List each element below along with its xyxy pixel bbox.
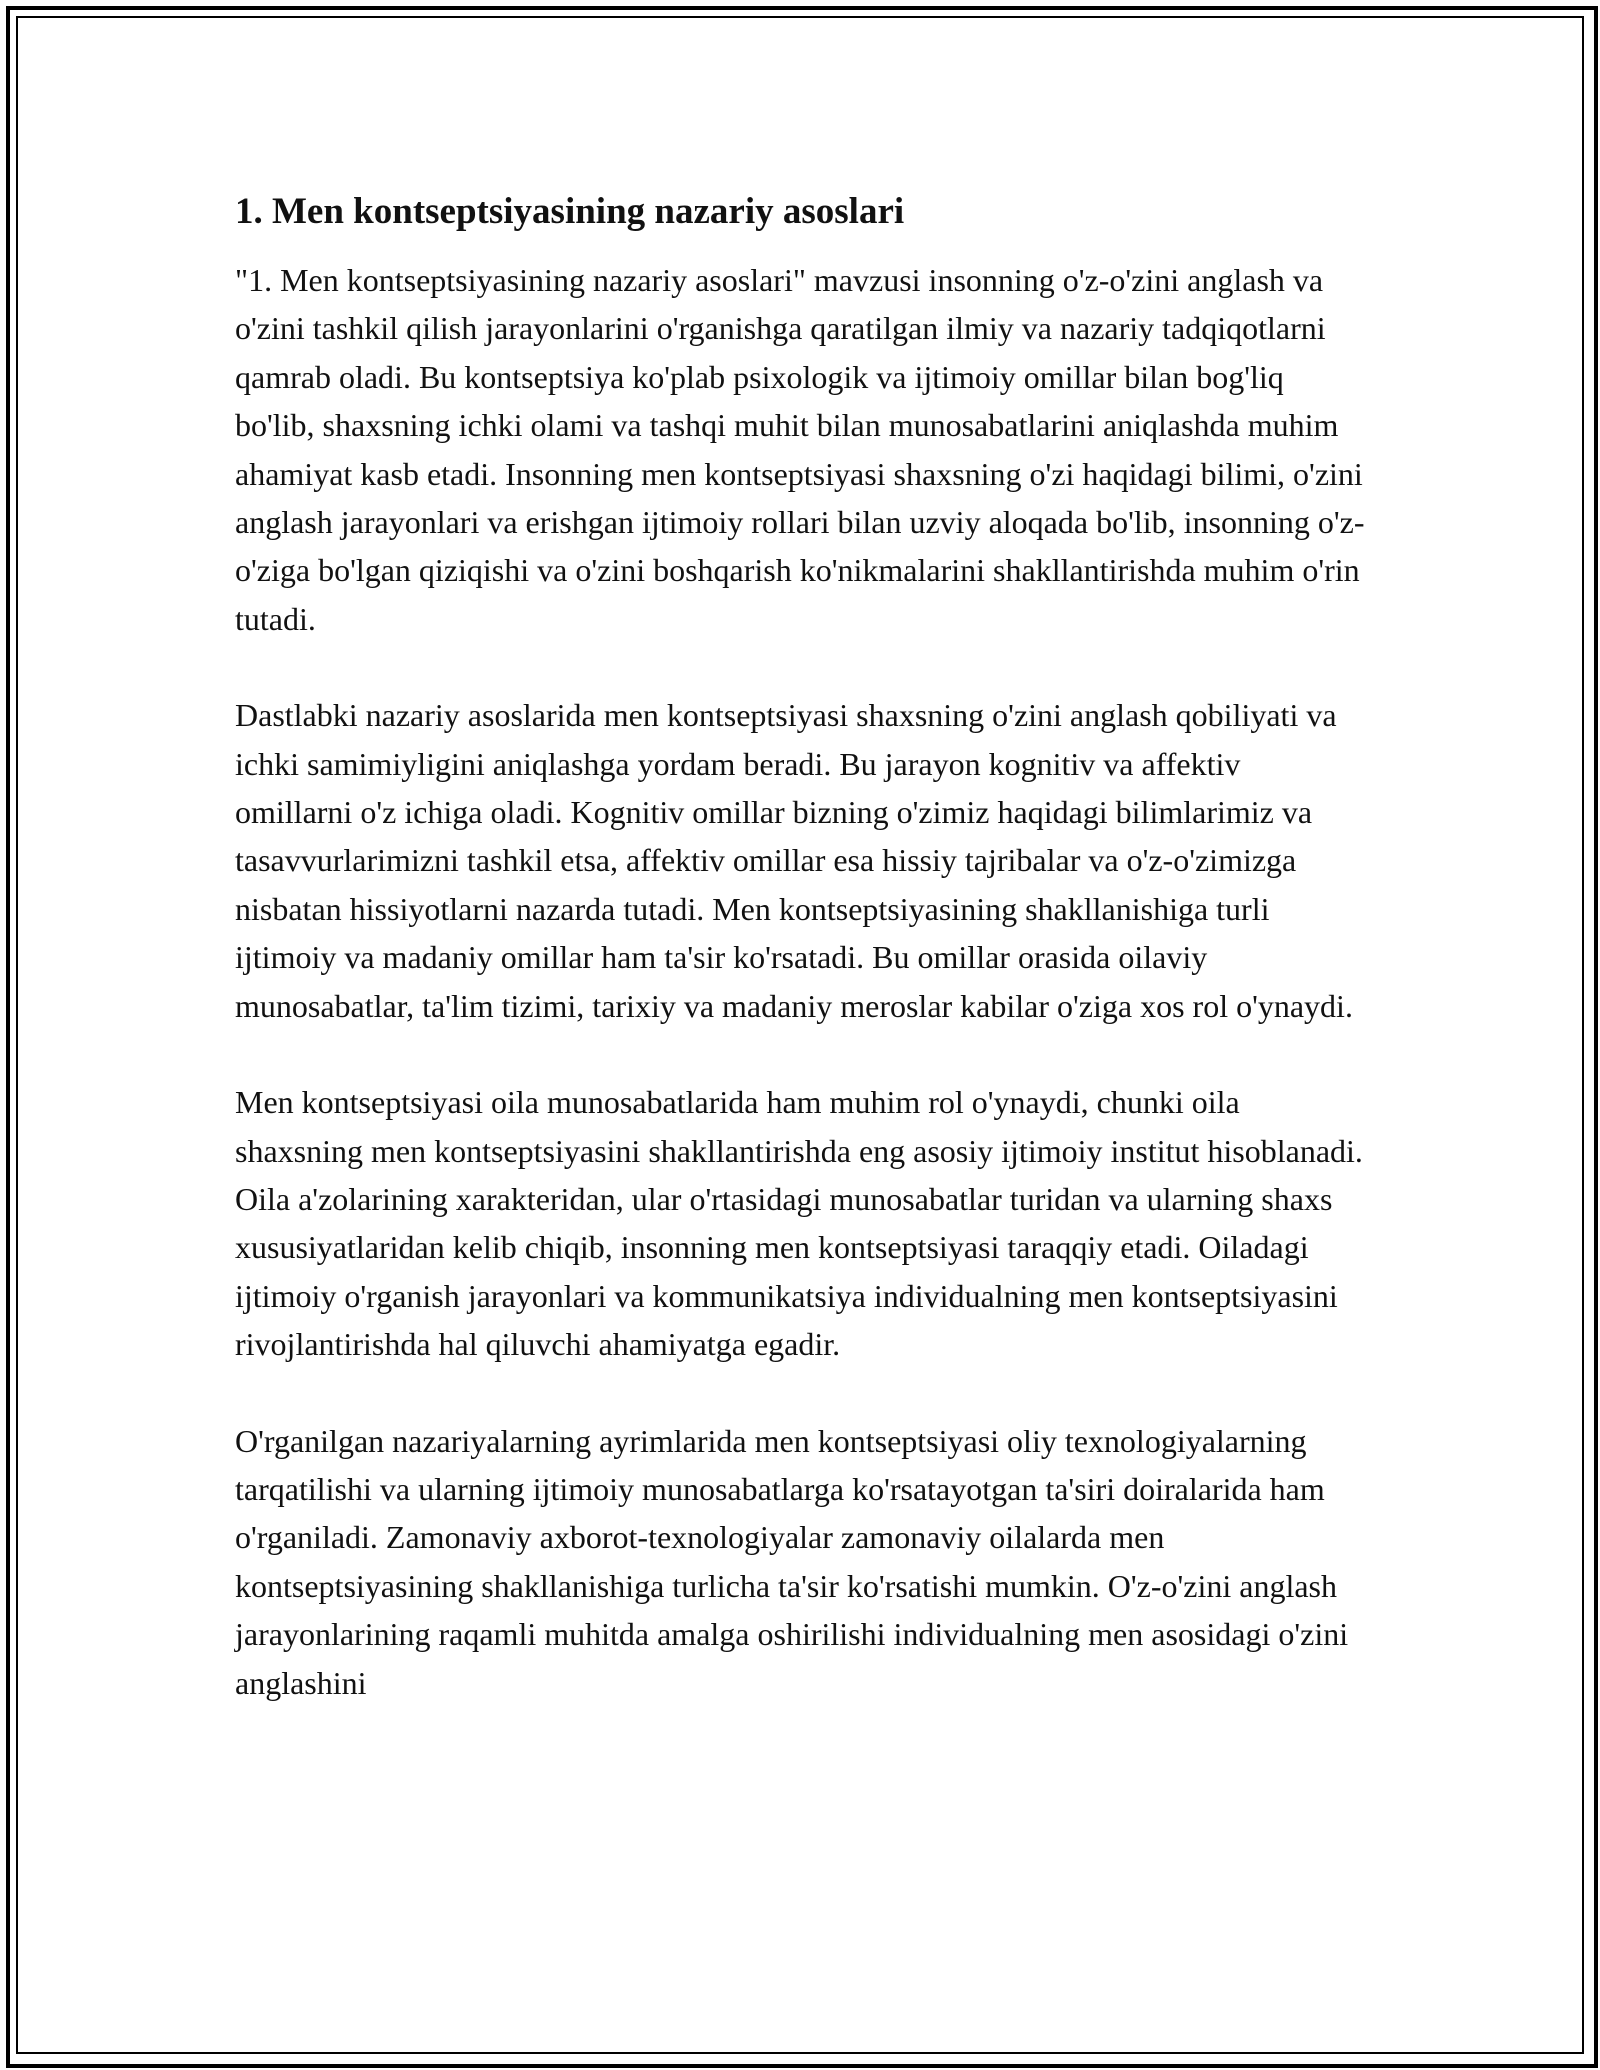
- paragraph-3: Men kontseptsiyasi oila munosabatlarida ham muhim rol o'ynaydi, chunki oila shaxsning men kontseptsiyasini shakllantirishda eng asosiy ijtimoiy institut hisoblanadi. Oila a'zolarining xarakteridan, ular o'rtasidagi munosabatlar turidan va ularning shaxs xususiyatlaridan kelib chiqib, insonning men kontseptsiyasi taraqqiy etadi. Oiladagi ijtimoiy o'rganish jarayonlari va kommunikatsiya individualning men kontseptsiyasini rivojlantirishda hal qiluvchi ahamiyatga egadir.: [235, 1084, 1363, 1363]
- document-body: [235, 188, 1365, 1755]
- paragraph-2: Dastlabki nazariy asoslarida men kontseptsiyasi shaxsning o'zini anglash qobiliyati va ichki samimiyligini aniqlashga yordam beradi. Bu jarayon kognitiv va affektiv omillarni o'z ichiga oladi. Kognitiv omillar bizning o'zimiz haqidagi bilimlarimiz va tasavvurlarimizni tashkil etsa, affektiv omillar esa hissiy tajribalar va o'z-o'zimizga nisbatan hissiyotlarni nazarda tutadi. Men kontseptsiyasining shakllanishiga turli ijtimoiy va madaniy omillar ham ta'sir ko'rsatadi. Bu omillar orasida oilaviy munosabatlar, ta'lim tizimi, tarixiy va madaniy meroslar kabilar o'ziga xos rol o'ynaydi.: [235, 697, 1353, 1024]
- paragraph-1: "1. Men kontseptsiyasining nazariy asoslari" mavzusi insonning o'z-o'zini anglash va o'zini tashkil qilish jarayonlarini o'rganishga qaratilgan ilmiy va nazariy tadqiqotlarni qamrab oladi. Bu kontseptsiya ko'plab psixologik va ijtimoiy omillar bilan bog'liq bo'lib, shaxsning ichki olami va tashqi muhit bilan munosabatlarini aniqlashda muhim ahamiyat kasb etadi. Insonning men kontseptsiyasi shaxsning o'zi haqidagi bilimi, o'zini anglash jarayonlari va erishgan ijtimoiy rollari bilan uzviy aloqada bo'lib, insonning o'z-o'ziga bo'lgan qiziqishi va o'zini boshqarish ko'nikmalarini shakllantirishda muhim o'rin tutadi.: [235, 262, 1365, 637]
- page-title: 1. Men kontseptsiyasining nazariy asoslari: [235, 191, 905, 232]
- paragraph-4: O'rganilgan nazariyalarning ayrimlarida men kontseptsiyasi oliy texnologiyalarning tarqatilishi va ularning ijtimoiy munosabatlarga ko'rsatayotgan ta'siri doiralarida ham o'rganiladi. Zamonaviy axborot-texnologiyalar zamonaviy oilalarda men kontseptsiyasining shakllanishiga turlicha ta'sir ko'rsatishi mumkin. O'z-o'zini anglash jarayonlarining raqamli muhitda amalga oshirilishi individualning men asosidagi o'zini anglashini: [235, 1422, 1349, 1701]
